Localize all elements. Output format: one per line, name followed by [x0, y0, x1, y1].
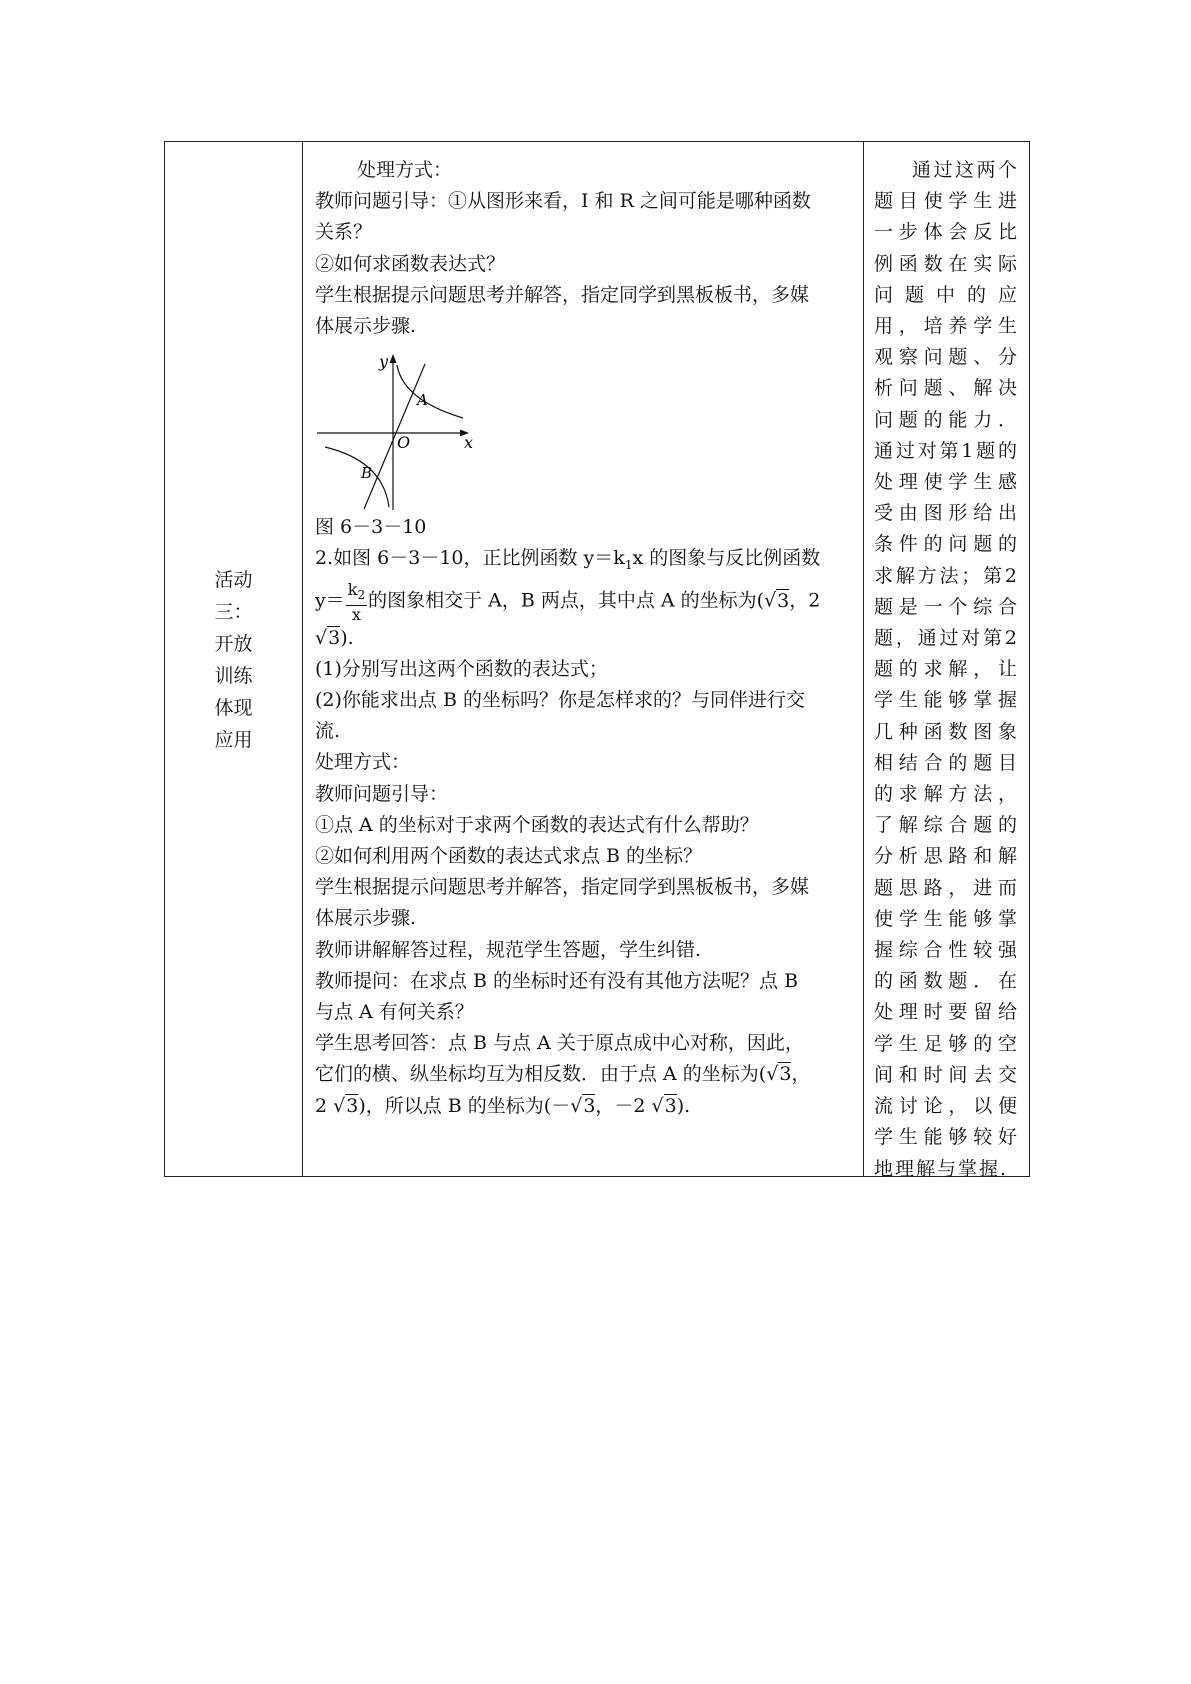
student-text: 学生根据提示问题思考并解答，指定同学到黑板板书，多媒	[315, 283, 810, 306]
activity-line: 应用	[214, 729, 253, 751]
problem-line	[315, 543, 855, 581]
subscript: 2	[357, 588, 366, 603]
problem-text: x 的图象与反比例函数	[632, 547, 821, 570]
problem-text: y＝	[315, 590, 345, 613]
question-1: (1)分别写出这两个函数的表达式；	[315, 657, 608, 680]
method-label: 处理方式：	[357, 159, 453, 181]
function-graph-figure	[315, 352, 485, 512]
fraction-numerator	[346, 581, 367, 605]
sqrt-value: 3	[664, 1094, 677, 1117]
activity-line: 体现	[214, 697, 253, 719]
content-body	[315, 155, 855, 1122]
fraction	[346, 581, 367, 622]
lesson-table	[164, 141, 1030, 1180]
answer-part: 2	[315, 1094, 328, 1117]
design-intent-note	[874, 155, 1019, 1185]
guide-text: 教师问题引导：	[315, 782, 449, 805]
answer-text: 它们的横、纵坐标均互为相反数．由于点 A 的坐标为(√3，	[315, 1063, 811, 1086]
sqrt-value: 3	[583, 1094, 596, 1117]
question-2: 流.	[315, 720, 341, 743]
sqrt-value: 3	[328, 626, 341, 649]
teacher-text: 教师讲解解答过程，规范学生答题，学生纠错.	[315, 938, 702, 961]
content-column	[303, 142, 864, 1176]
guide-text: ①点 A 的坐标对于求两个函数的表达式有什么帮助？	[315, 813, 759, 836]
answer-part: ，－2	[595, 1094, 646, 1117]
numerator-text: k	[347, 580, 358, 600]
problem-line: √3).	[315, 626, 354, 649]
teacher-text: 教师提问：在求点 B 的坐标时还有没有其他方法呢？点 B	[315, 969, 799, 992]
activity-line: 开放	[214, 633, 253, 655]
problem-line: y＝ $\frac{k_2}{x}$ 的图象相交于 A，B 两点，其中点 A 的坐标为(√3，2	[315, 580, 821, 624]
student-text: 体展示步骤.	[315, 315, 417, 338]
answer-part: ).	[676, 1094, 691, 1117]
method-label: 处理方式：	[315, 751, 411, 774]
question-2: (2)你能求出点 B 的坐标吗？你是怎样求的？与同伴进行交	[315, 689, 805, 712]
student-text: 体展示步骤.	[315, 907, 417, 930]
subscript: 1	[624, 558, 633, 573]
student-text: 学生根据提示问题思考并解答，指定同学到黑板板书，多媒	[315, 876, 810, 899]
point-a-label: A	[417, 391, 428, 410]
note-text: 通过这两个题目使学生进一步体会反比例函数在实际问题中的应用，培养学生观察问题、分析问题、解决问题的能力．通过对第1题的处理使学生感受由图形给出条件的问题的求解方法；第2题是一个综合题，通过对第2题的求解，让学生能够掌握几种函数图象相结合的题目的求解方法，了解综合题的分析思路和解题思路，进而使学生能够掌握综合性较强的函数题．在处理时要留给学生足够的空间和时间去交流讨论，以便学生能够较好地理解与掌握.	[874, 159, 1019, 1180]
activity-title	[165, 564, 302, 756]
sqrt-value: 3	[346, 1094, 359, 1117]
figure-caption: 图 6－3－10	[315, 516, 427, 539]
problem-text: ).	[340, 626, 354, 649]
teacher-text: 与点 A 有何关系？	[315, 1001, 474, 1024]
answer-text: 学生思考回答：点 B 与点 A 关于原点成中心对称，因此，	[315, 1032, 804, 1055]
problem-text: ，2	[789, 590, 821, 613]
x-axis-label: x	[464, 433, 474, 453]
activity-line: 活动	[214, 569, 253, 591]
answer-text: 2 √3)，所以点 B 的坐标为(－√3，－2 √3).	[315, 1094, 691, 1117]
guide-text: 教师问题引导：①从图形来看，I 和 R 之间可能是哪种函数	[315, 190, 811, 213]
y-axis-label: y	[379, 352, 389, 372]
answer-part: )，所以点 B 的坐标为(－	[358, 1094, 571, 1117]
note-column	[864, 142, 1029, 1180]
sqrt-value: 3	[777, 590, 790, 613]
point-b-label: B	[361, 464, 373, 483]
guide-text: 关系？	[315, 221, 373, 244]
activity-line: 训练	[214, 665, 253, 687]
problem-text: 的图象相交于 A，B 两点，其中点 A 的坐标为(	[368, 590, 765, 613]
activity-column	[165, 142, 303, 1176]
problem-text: 2.如图 6－3－10，正比例函数 y＝k	[315, 547, 625, 570]
fraction-denominator: x	[351, 604, 361, 624]
answer-part: 它们的横、纵坐标均互为相反数．由于点 A 的坐标为(	[315, 1063, 767, 1086]
sqrt-value: 3	[779, 1063, 792, 1086]
answer-part: ，	[791, 1063, 811, 1086]
origin-label: O	[397, 433, 411, 453]
activity-line: 三：	[214, 601, 253, 623]
guide-text: ②如何求函数表达式？	[315, 252, 506, 275]
guide-text: ②如何利用两个函数的表达式求点 B 的坐标？	[315, 845, 703, 868]
